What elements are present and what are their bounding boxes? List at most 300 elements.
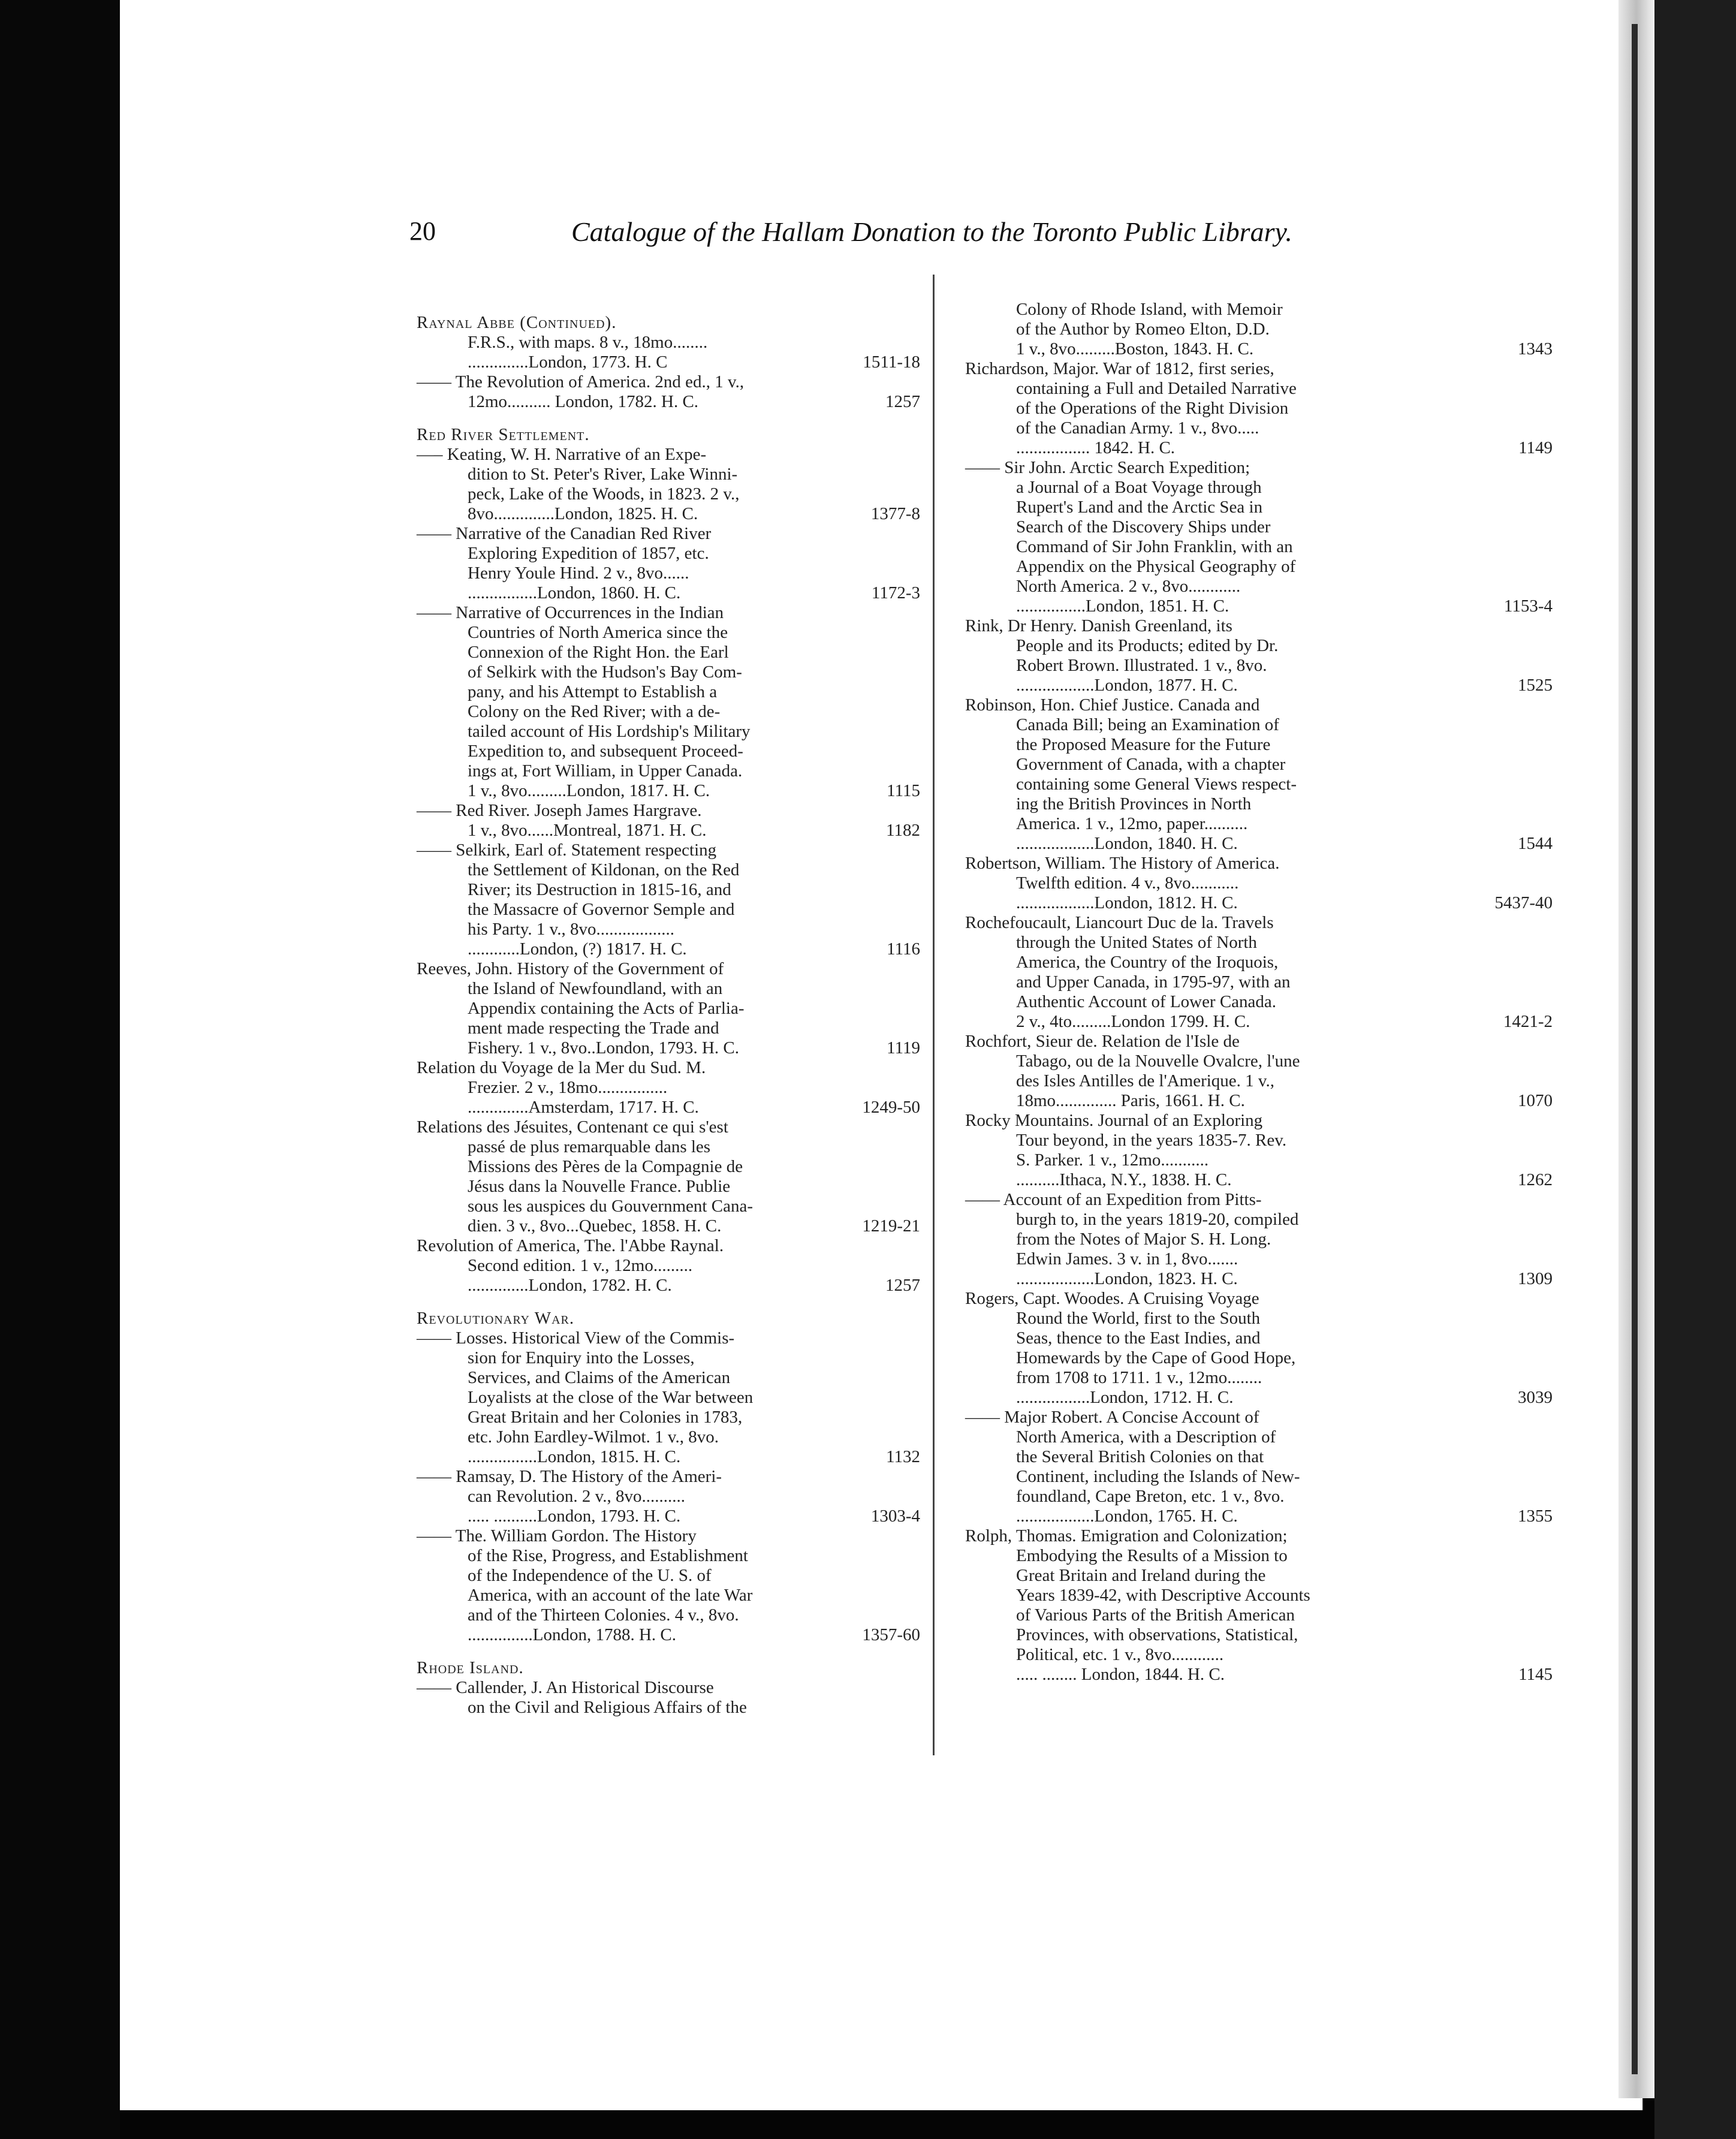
entry-text: foundland, Cape Breton, etc. 1 v., 8vo. [1016, 1487, 1285, 1506]
shelf-number: 1421-2 [1503, 1012, 1553, 1031]
entry-text: 2 v., 4to.........London 1799. H. C. [1016, 1012, 1250, 1031]
entry-text: ings at, Fort William, in Upper Canada. [468, 761, 743, 781]
entry-text: ..................London, 1812. H. C. [1016, 893, 1238, 912]
column-divider [933, 275, 935, 1755]
entry-text: Years 1839-42, with Descriptive Accounts [1016, 1586, 1310, 1605]
entry-line [965, 1348, 1463, 1368]
scan-left-margin [0, 0, 120, 2139]
entry-text: the Several British Colonies on that [1016, 1447, 1264, 1466]
entry-line [417, 1507, 920, 1526]
entry-line [417, 564, 848, 583]
entry-line [965, 1447, 1463, 1467]
entry-text: of the Rise, Progress, and Establishment [468, 1546, 748, 1565]
entry-text: America, the Country of the Iroquois, [1016, 953, 1279, 972]
entry-text: Second edition. 1 v., 12mo......... [468, 1256, 693, 1275]
entry-text: 1 v., 8vo.........Boston, 1843. H. C. [1016, 339, 1254, 358]
entry-text: —— Narrative of Occurrences in the Indian [417, 603, 724, 622]
entry-line [417, 840, 848, 860]
entry-text: Authentic Account of Lower Canada. [1016, 992, 1277, 1011]
entry-line [965, 1032, 1463, 1052]
entry-text: Rogers, Capt. Woodes. A Cruising Voyage [965, 1289, 1259, 1308]
entry-line [965, 339, 1553, 359]
entry-line [417, 1019, 848, 1038]
shelf-number: 1182 [886, 821, 920, 840]
scan-right-margin [1654, 0, 1736, 2139]
shelf-number: 1262 [1518, 1170, 1553, 1189]
entry-line [417, 465, 848, 484]
entry-text: Loyalists at the close of the War between [468, 1388, 754, 1407]
entry-text: Rink, Dr Henry. Danish Greenland, its [965, 616, 1232, 635]
entry-line [417, 1117, 848, 1137]
entry-text: Services, and Claims of the American [468, 1368, 731, 1387]
entry-text: Government of Canada, with a chapter [1016, 755, 1286, 774]
shelf-number: 1219-21 [862, 1216, 920, 1236]
entry-line [417, 1586, 848, 1605]
entry-text: Fishery. 1 v., 8vo..London, 1793. H. C. [468, 1038, 739, 1058]
entry-text: ..... ........ London, 1844. H. C. [1016, 1665, 1225, 1684]
entry-text: ..................London, 1877. H. C. [1016, 676, 1238, 695]
entry-text: Tour beyond, in the years 1835-7. Rev. [1016, 1131, 1287, 1150]
entry-text: 8vo..............London, 1825. H. C. [468, 504, 698, 523]
entry-line [965, 1052, 1463, 1071]
entry-text: ................London, 1851. H. C. [1016, 596, 1229, 616]
entry-line [417, 1447, 920, 1467]
entry-line [417, 1526, 848, 1546]
entry-line [965, 1665, 1553, 1685]
entry-text: 12mo.......... London, 1782. H. C. [468, 392, 699, 411]
entry-line [417, 333, 848, 353]
entry-line [965, 300, 1463, 320]
entry-line [417, 1098, 920, 1117]
entry-line [417, 544, 848, 564]
entry-text: 1 v., 8vo......Montreal, 1871. H. C. [468, 821, 707, 840]
entry-text: Rhode Island. [417, 1658, 524, 1677]
entry-line [417, 623, 848, 643]
entry-text: Rochfort, Sieur de. Relation de l'Isle de [965, 1032, 1240, 1051]
entry-line [965, 676, 1553, 695]
section-heading [417, 313, 848, 333]
shelf-number: 1525 [1518, 676, 1553, 695]
entry-line [965, 1566, 1463, 1586]
entry-line [417, 1678, 848, 1698]
entry-line [965, 893, 1553, 913]
entry-text: ment made respecting the Trade and [468, 1019, 719, 1038]
entry-line [417, 1197, 848, 1216]
entry-line [965, 498, 1463, 517]
entry-line [965, 992, 1463, 1012]
entry-text: dien. 3 v., 8vo...Quebec, 1858. H. C. [468, 1216, 722, 1236]
entry-text: ..........Ithaca, N.Y., 1838. H. C. [1016, 1170, 1232, 1189]
entry-text: Canada Bill; being an Examination of [1016, 715, 1279, 734]
entry-text: burgh to, in the years 1819-20, compiled [1016, 1210, 1299, 1229]
entry-text: —— Selkirk, Earl of. Statement respecting [417, 840, 717, 860]
entry-line [417, 682, 848, 702]
entry-line [965, 1487, 1463, 1507]
entry-line [965, 1427, 1463, 1447]
shelf-number: 1145 [1518, 1665, 1553, 1684]
entry-line [417, 939, 920, 959]
entry-line [965, 794, 1463, 814]
entry-text: Tabago, ou de la Nouvelle Ovalcre, l'une [1016, 1052, 1300, 1071]
entry-text: from the Notes of Major S. H. Long. [1016, 1230, 1271, 1249]
entry-text: Richardson, Major. War of 1812, first series, [965, 359, 1274, 378]
entry-line [965, 695, 1463, 715]
shelf-number: 1132 [886, 1447, 920, 1466]
entry-text: Edwin James. 3 v. in 1, 8vo....... [1016, 1249, 1238, 1269]
right-column [965, 300, 1553, 1685]
entry-text: Robinson, Hon. Chief Justice. Canada and [965, 695, 1260, 715]
entry-line [417, 603, 848, 623]
entry-line [417, 1467, 848, 1487]
entry-text: Great Britain and Ireland during the [1016, 1566, 1266, 1585]
entry-line [965, 1012, 1553, 1032]
entry-line [965, 517, 1463, 537]
entry-line [417, 1157, 848, 1177]
entry-text: Twelfth edition. 4 v., 8vo........... [1016, 873, 1239, 893]
entry-line [965, 1408, 1463, 1427]
entry-line [965, 1249, 1463, 1269]
entry-text: and Upper Canada, in 1795-97, with an [1016, 972, 1291, 992]
entry-text: —– Keating, W. H. Narrative of an Expe- [417, 445, 707, 464]
entry-text: Command of Sir John Franklin, with an [1016, 537, 1293, 556]
entry-text: Rochefoucault, Liancourt Duc de la. Travels [965, 913, 1274, 932]
entry-text: Round the World, first to the South [1016, 1309, 1261, 1328]
entry-text: through the United States of North [1016, 933, 1257, 952]
entry-line [417, 880, 848, 900]
entry-line [965, 1605, 1463, 1625]
entry-line [417, 1276, 920, 1296]
entry-text: the Island of Newfoundland, with an [468, 979, 723, 998]
entry-text: ............London, (?) 1817. H. C. [468, 939, 687, 959]
entry-text: Revolutionary War. [417, 1309, 575, 1328]
entry-line [417, 920, 848, 939]
entry-text: —— Ramsay, D. The History of the Ameri- [417, 1467, 722, 1486]
entry-line [965, 418, 1463, 438]
entry-line [965, 972, 1463, 992]
entry-text: the Massacre of Governor Semple and [468, 900, 735, 919]
shelf-number: 5437-40 [1494, 893, 1553, 912]
entry-text: —— Callender, J. An Historical Discourse [417, 1678, 714, 1697]
entry-line [965, 1190, 1463, 1210]
entry-line [965, 399, 1463, 418]
entry-text: ing the British Provinces in North [1016, 794, 1252, 814]
entry-text: Provinces, with observations, Statistical, [1016, 1625, 1298, 1644]
entry-line [965, 1388, 1553, 1408]
entry-text: ................London, 1860. H. C. [468, 583, 681, 602]
entry-text: and of the Thirteen Colonies. 4 v., 8vo. [468, 1605, 739, 1625]
entry-line [965, 1091, 1553, 1111]
entry-text: ................. 1842. H. C. [1016, 438, 1176, 457]
entry-text: River; its Destruction in 1815-16, and [468, 880, 731, 899]
entry-line [417, 504, 920, 524]
entry-text: Expedition to, and subsequent Proceed- [468, 742, 743, 761]
entry-line [965, 1328, 1463, 1348]
entry-line [965, 834, 1553, 854]
entry-text: Seas, thence to the East Indies, and [1016, 1328, 1261, 1348]
shelf-number: 1070 [1518, 1091, 1553, 1110]
section-heading [417, 425, 848, 445]
entry-line [417, 1546, 848, 1566]
entry-line [965, 1625, 1463, 1645]
entry-text: on the Civil and Religious Affairs of the [468, 1698, 747, 1717]
entry-line [965, 557, 1463, 577]
entry-text: Reeves, John. History of the Government of [417, 959, 724, 978]
entry-text: Jésus dans la Nouvelle France. Publie [468, 1177, 731, 1196]
entry-text: etc. John Eardley-Wilmot. 1 v., 8vo. [468, 1427, 719, 1447]
entry-text: .................London, 1712. H. C. [1016, 1388, 1234, 1407]
entry-line [965, 1289, 1463, 1309]
entry-line [417, 1328, 848, 1348]
entry-line [417, 1605, 848, 1625]
entry-text: Continent, including the Islands of New- [1016, 1467, 1300, 1486]
entry-line [417, 801, 848, 821]
entry-text: sous les auspices du Gouvernment Cana- [468, 1197, 753, 1216]
entry-line [417, 1038, 920, 1058]
entry-text: passé de plus remarquable dans les [468, 1137, 711, 1156]
shelf-number: 1303-4 [870, 1507, 920, 1526]
entry-line [417, 1236, 848, 1256]
entry-text: —— Narrative of the Canadian Red River [417, 524, 712, 543]
entry-text: Appendix containing the Acts of Parlia- [468, 999, 745, 1018]
entry-text: can Revolution. 2 v., 8vo.......... [468, 1487, 685, 1506]
entry-line [965, 735, 1463, 755]
entry-text: his Party. 1 v., 8vo.................. [468, 920, 675, 939]
entry-line [965, 1210, 1463, 1230]
shelf-number: 1115 [887, 781, 920, 800]
entry-line [965, 1131, 1463, 1150]
page-header [409, 216, 1321, 258]
entry-text: of the Independence of the U. S. of [468, 1566, 712, 1585]
shelf-number: 1116 [887, 939, 920, 959]
entry-text: Search of the Discovery Ships under [1016, 517, 1271, 537]
entry-text: ..................London, 1765. H. C. [1016, 1507, 1238, 1526]
entry-text: tailed account of His Lordship's Military [468, 722, 751, 741]
entry-line [417, 722, 848, 742]
entry-line [965, 715, 1463, 735]
entry-line [417, 484, 848, 504]
shelf-number: 1343 [1518, 339, 1553, 358]
entry-line [965, 1546, 1463, 1566]
entry-line [417, 353, 920, 372]
entry-text: ..... ..........London, 1793. H. C. [468, 1507, 681, 1526]
entry-line [417, 999, 848, 1019]
entry-text: dition to St. Peter's River, Lake Winni- [468, 465, 738, 484]
entry-line [965, 953, 1463, 972]
entry-line [965, 458, 1463, 478]
section-heading [417, 1658, 848, 1678]
entry-line [965, 478, 1463, 498]
entry-text: containing some General Views respect- [1016, 775, 1297, 794]
entry-line [965, 1071, 1463, 1091]
entry-line [965, 933, 1463, 953]
entry-text: of the Operations of the Right Division [1016, 399, 1289, 418]
entry-line [965, 775, 1463, 794]
entry-text: Appendix on the Physical Geography of [1016, 557, 1296, 576]
entry-line [417, 1368, 848, 1388]
shelf-number: 1149 [1518, 438, 1553, 457]
entry-text: of Various Parts of the British American [1016, 1605, 1295, 1625]
entry-text: peck, Lake of the Woods, in 1823. 2 v., [468, 484, 740, 504]
entry-text: F.R.S., with maps. 8 v., 18mo........ [468, 333, 708, 352]
entry-text: People and its Products; edited by Dr. [1016, 636, 1279, 655]
entry-line [965, 814, 1463, 834]
entry-line [417, 761, 848, 781]
entry-text: Rupert's Land and the Arctic Sea in [1016, 498, 1263, 517]
entry-text: ...............London, 1788. H. C. [468, 1625, 676, 1644]
entry-text: Robert Brown. Illustrated. 1 v., 8vo. [1016, 656, 1267, 675]
entry-line [965, 1150, 1463, 1170]
entry-text: —— The Revolution of America. 2nd ed., 1 v., [417, 372, 745, 391]
entry-line [417, 1216, 920, 1236]
entry-line [417, 583, 920, 603]
entry-line [417, 1408, 848, 1427]
entry-line [417, 1388, 848, 1408]
shelf-number: 1309 [1518, 1269, 1553, 1288]
entry-line [417, 643, 848, 662]
entry-line [965, 438, 1553, 458]
entry-line [965, 913, 1463, 933]
entry-text: Missions des Pères de la Compagnie de [468, 1157, 743, 1176]
entry-text: —— The. William Gordon. The History [417, 1526, 697, 1545]
entry-line [965, 537, 1463, 557]
entry-text: the Settlement of Kildonan, on the Red [468, 860, 740, 879]
entry-text: the Proposed Measure for the Future [1016, 735, 1271, 754]
entry-line [417, 1348, 848, 1368]
entry-line [965, 596, 1553, 616]
entry-text: Connexion of the Right Hon. the Earl [468, 643, 729, 662]
entry-line [417, 742, 848, 761]
entry-line [965, 1526, 1463, 1546]
shelf-number: 1257 [885, 392, 920, 411]
entry-line [965, 1368, 1463, 1388]
entry-text: —— Sir John. Arctic Search Expedition; [965, 458, 1250, 477]
entry-text: Colony of Rhode Island, with Memoir [1016, 300, 1283, 319]
entry-line [965, 873, 1463, 893]
entry-text: ..............London, 1773. H. C [468, 353, 668, 372]
shelf-number: 1544 [1518, 834, 1553, 853]
entry-line [965, 1230, 1463, 1249]
entry-line [417, 372, 848, 392]
entry-line [417, 781, 920, 801]
entry-text: Raynal Abbe (Continued). [417, 313, 617, 332]
entry-line [417, 445, 848, 465]
left-column [417, 300, 920, 1718]
shelf-number: 1153-4 [1503, 596, 1553, 616]
page-edge-line [1632, 24, 1638, 2074]
entry-text: —— Losses. Historical View of the Commis- [417, 1328, 735, 1348]
entry-line [417, 821, 920, 840]
entry-line [965, 636, 1463, 656]
entry-text: Red River Settlement. [417, 425, 590, 444]
shelf-number: 1357-60 [862, 1625, 920, 1644]
entry-text: 1 v., 8vo.........London, 1817. H. C. [468, 781, 710, 800]
entry-text: from 1708 to 1711. 1 v., 12mo........ [1016, 1368, 1262, 1387]
entry-line [417, 1625, 920, 1645]
shelf-number: 1511-18 [863, 353, 920, 372]
entry-line [965, 379, 1463, 399]
entry-text: sion for Enquiry into the Losses, [468, 1348, 695, 1367]
entry-text: America. 1 v., 12mo, paper.......... [1016, 814, 1248, 833]
shelf-number: 1119 [887, 1038, 920, 1058]
entry-line [965, 359, 1463, 379]
entry-text: S. Parker. 1 v., 12mo........... [1016, 1150, 1209, 1170]
entry-text: Exploring Expedition of 1857, etc. [468, 544, 709, 563]
entry-text: Colony on the Red River; with a de- [468, 702, 721, 721]
running-title: Catalogue of the Hallam Donation to the Toronto Public Library. [571, 216, 1292, 247]
entry-text: Countries of North America since the [468, 623, 728, 642]
section-heading [417, 1309, 848, 1328]
shelf-number: 1249-50 [862, 1098, 920, 1117]
shelf-number: 1377-8 [870, 504, 920, 523]
entry-text: a Journal of a Boat Voyage through [1016, 478, 1262, 497]
entry-line [965, 1467, 1463, 1487]
entry-line [417, 1566, 848, 1586]
entry-line [965, 320, 1463, 339]
entry-line [417, 1137, 848, 1157]
entry-text: Relations des Jésuites, Contenant ce qui s'est [417, 1117, 728, 1137]
entry-line [417, 1427, 848, 1447]
entry-line [965, 755, 1463, 775]
entry-line [965, 656, 1463, 676]
entry-text: ..................London, 1840. H. C. [1016, 834, 1238, 853]
entry-line [417, 702, 848, 722]
entry-text: Relation du Voyage de la Mer du Sud. M. [417, 1058, 706, 1077]
entry-text: of Selkirk with the Hudson's Bay Com- [468, 662, 742, 682]
entry-line [965, 1269, 1553, 1289]
entry-line [417, 1698, 848, 1718]
entry-text: containing a Full and Detailed Narrative [1016, 379, 1297, 398]
entry-line [417, 1078, 848, 1098]
entry-text: Political, etc. 1 v., 8vo............ [1016, 1645, 1224, 1664]
entry-text: pany, and his Attempt to Establish a [468, 682, 718, 701]
entry-text: —— Account of an Expedition from Pitts- [965, 1190, 1262, 1209]
entry-line [417, 860, 848, 880]
entry-text: of the Canadian Army. 1 v., 8vo..... [1016, 418, 1259, 438]
entry-line [417, 524, 848, 544]
entry-text: Great Britain and her Colonies in 1783, [468, 1408, 743, 1427]
entry-text: North America, with a Description of [1016, 1427, 1276, 1447]
shelf-number: 1172-3 [871, 583, 920, 602]
entry-line [417, 1256, 848, 1276]
entry-text: ..............Amsterdam, 1717. H. C. [468, 1098, 699, 1117]
entry-line [417, 959, 848, 979]
entry-text: Frezier. 2 v., 18mo................ [468, 1078, 668, 1097]
entry-text: Homewards by the Cape of Good Hope, [1016, 1348, 1296, 1367]
entry-text: Embodying the Results of a Mission to [1016, 1546, 1288, 1565]
shelf-number: 3039 [1518, 1388, 1553, 1407]
entry-text: ..............London, 1782. H. C. [468, 1276, 672, 1295]
entry-text: —— Red River. Joseph James Hargrave. [417, 801, 702, 820]
entry-line [965, 854, 1463, 873]
entry-text: Revolution of America, The. l'Abbe Raynal. [417, 1236, 724, 1255]
entry-text: des Isles Antilles de l'Amerique. 1 v., [1016, 1071, 1275, 1090]
entry-text: North America. 2 v., 8vo............ [1016, 577, 1241, 596]
entry-text: America, with an account of the late War [468, 1586, 753, 1605]
entry-text: Rocky Mountains. Journal of an Exploring [965, 1111, 1263, 1130]
entry-text: Rolph, Thomas. Emigration and Colonization; [965, 1526, 1288, 1545]
entry-line [417, 1058, 848, 1078]
entry-line [417, 662, 848, 682]
entry-text: Robertson, William. The History of America. [965, 854, 1280, 873]
entry-text: of the Author by Romeo Elton, D.D. [1016, 320, 1270, 339]
entry-text: ..................London, 1823. H. C. [1016, 1269, 1238, 1288]
page-number: 20 [409, 216, 436, 246]
entry-line [965, 1111, 1463, 1131]
entry-line [417, 392, 920, 412]
entry-text: 18mo.............. Paris, 1661. H. C. [1016, 1091, 1245, 1110]
entry-line [417, 900, 848, 920]
entry-line [965, 577, 1463, 596]
